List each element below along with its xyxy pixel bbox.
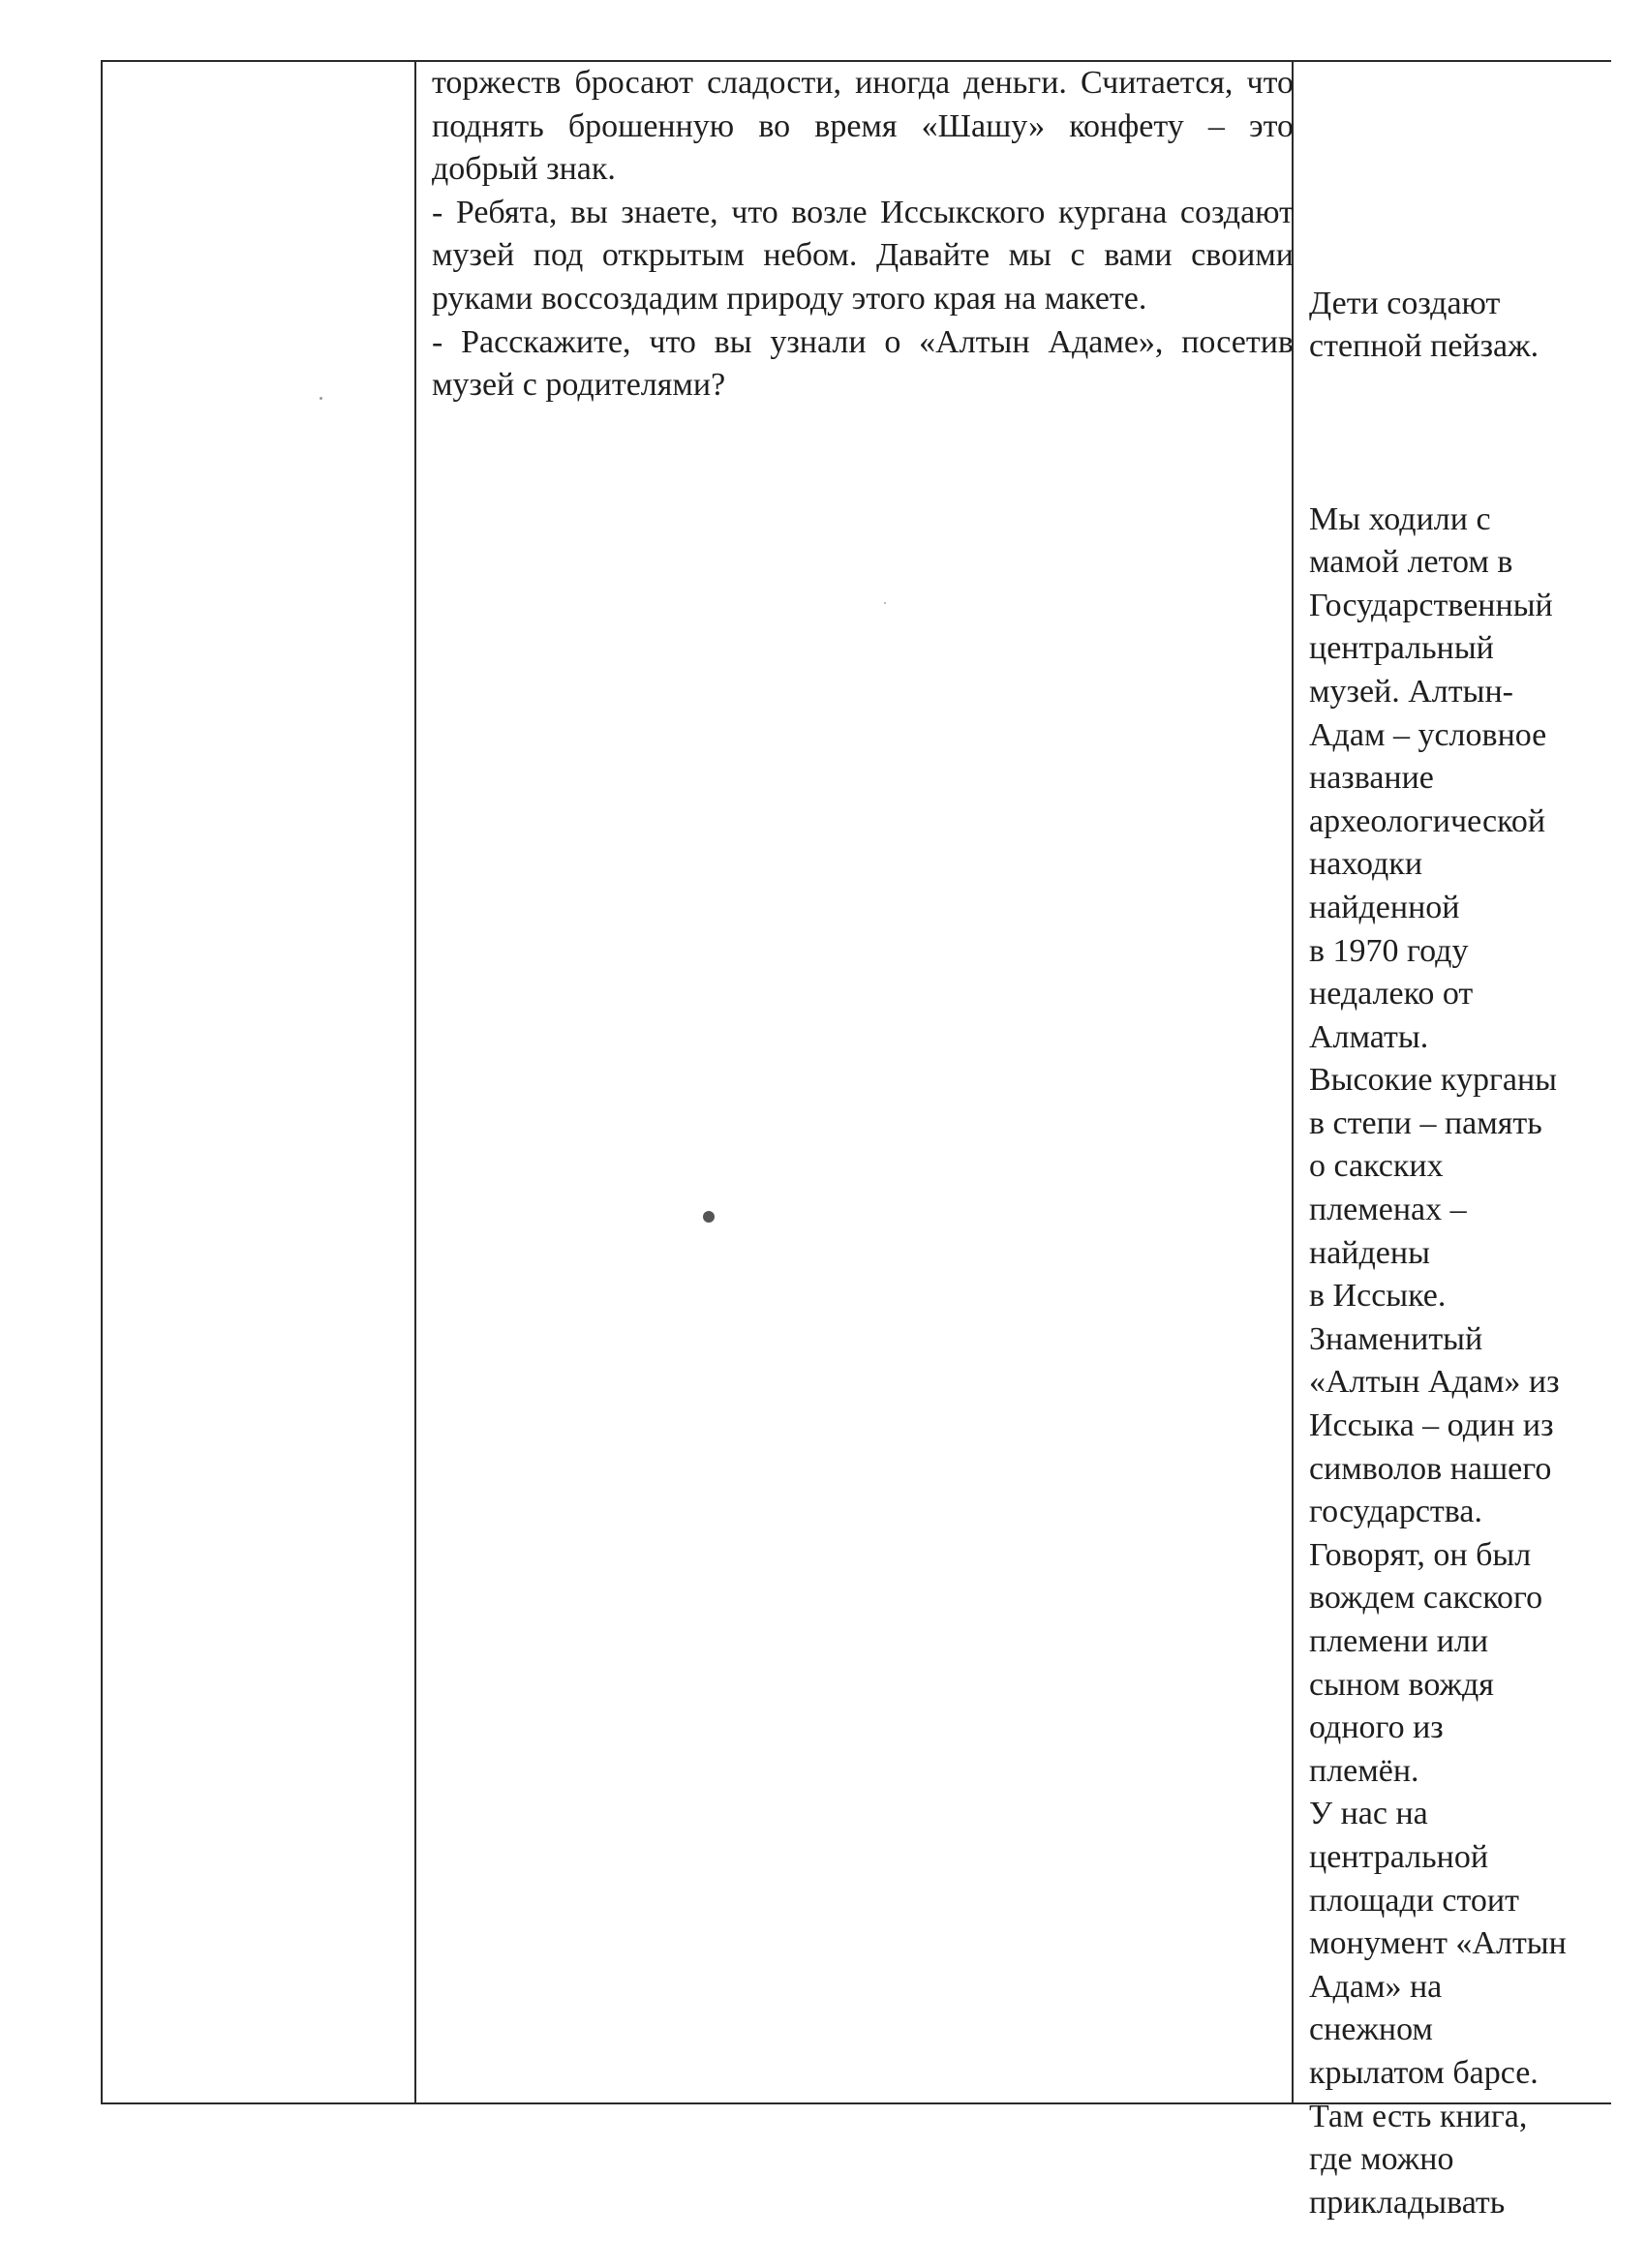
scan-speck-small	[884, 602, 886, 604]
table-left-border	[101, 60, 103, 2104]
column-divider-1	[414, 60, 416, 2104]
answer-steppe-landscape: Дети создают степной пейзаж.	[1309, 285, 1539, 365]
paragraph-open-air-museum: - Ребята, вы знаете, что возле Иссыкского кургана создают музей под открытым небом. Давайте мы с вами своими руками воссоздадим природу этого края на макете.	[432, 194, 1294, 317]
scan-speck	[703, 1211, 715, 1223]
paragraph-altyn-adam-question: - Расскажите, что вы узнали о «Алтын Адаме», посетив музей с родителями?	[432, 323, 1294, 404]
answer-museum-visit: Мы ходили с мамой летом в Государственный центральный музей. Алтын- Адам – условное название археологической находки найденной в 1970 году недалеко от Алматы. Высокие курганы в степи – память о сакских племенах – найдены в Иссыке. Знаменитый «Алтын Адам» из Иссыка – один из символов нашего государства. Говорят, он был вождем сакского племени или сыном вождя одного из племён. У нас на центральной площади стоит монумент «Алтын Адам» на снежном крылатом барсе. Там есть книга, где можно прикладывать	[1309, 500, 1567, 2221]
scan-speck-small	[320, 397, 322, 400]
answer-spacer	[1309, 411, 1619, 455]
lesson-table	[101, 60, 1611, 2221]
paragraph-sweets-tradition: торжеств бросают сладости, иногда деньги. Считается, что поднять брошенную во время «Шашу» конфету – это добрый знак.	[432, 65, 1294, 188]
children-activity-cell	[1309, 239, 1619, 2268]
teacher-activity-cell	[432, 62, 1294, 408]
